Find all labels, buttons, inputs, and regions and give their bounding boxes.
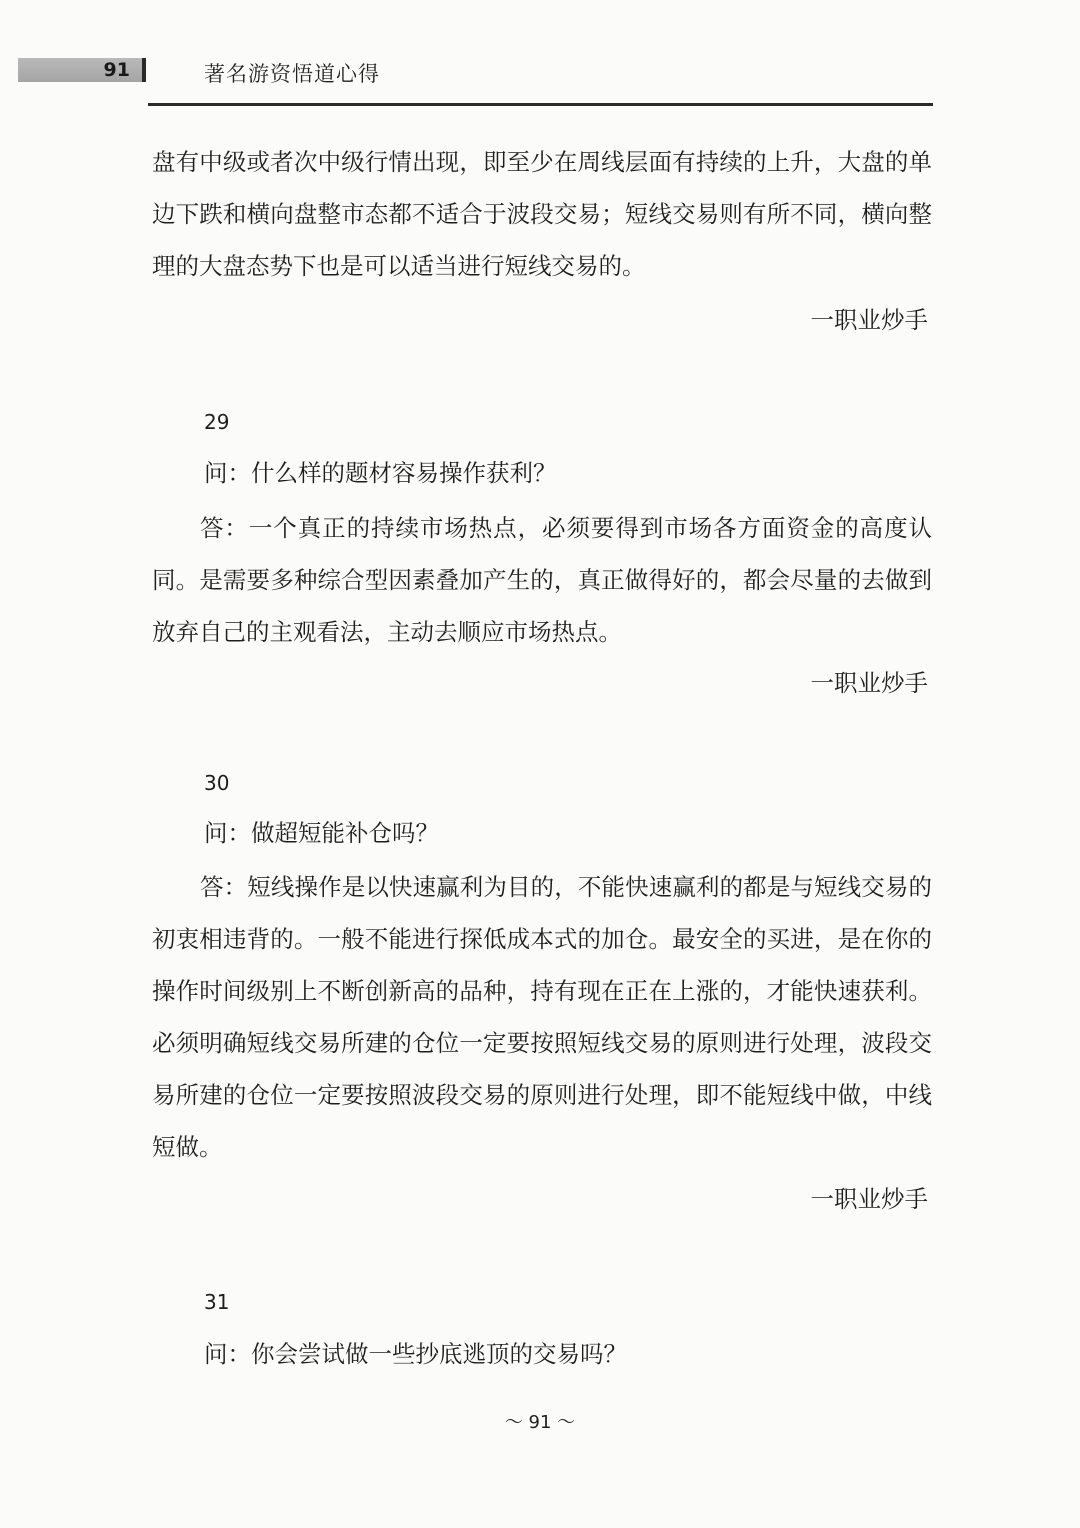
signature-30: 一职业炒手: [810, 1185, 928, 1213]
question-30: 问：做超短能补仓吗？: [204, 819, 439, 847]
footer-page-marker: ～ 91 ～: [504, 1412, 576, 1433]
question-31: 问：你会尝试做一些抄底逃顶的交易吗？: [204, 1340, 627, 1368]
page-number: 91: [103, 59, 130, 81]
running-title: 著名游资悟道心得: [204, 62, 380, 86]
page-number-tab: [18, 58, 146, 82]
signature-29: 一职业炒手: [810, 669, 928, 697]
question-number-31: 31: [204, 1290, 230, 1314]
question-29: 问：什么样的题材容易操作获利？: [204, 459, 557, 487]
intro-signature: 一职业炒手: [810, 306, 928, 334]
answer-29: 答：一个真正的持续市场热点，必须要得到市场各方面资金的高度认同。是需要多种综合型因素叠加产生的，真正做得好的，都会尽量的去做到放弃自己的主观看法，主动去顺应市场热点。: [152, 514, 932, 646]
answer-30: 答：短线操作是以快速赢利为目的，不能快速赢利的都是与短线交易的初衷相违背的。一般不能进行探低成本式的加仓。最安全的买进，是在你的操作时间级别上不断创新高的品种，持有现在正在上涨的，才能快速获利。必须明确短线交易所建的仓位一定要按照短线交易的原则进行处理，波段交易所建的仓位一定要按照波段交易的原则进行处理，即不能短线中做，中线短做。: [152, 873, 932, 1161]
header-rule: [148, 103, 933, 106]
question-number-30: 30: [204, 771, 230, 795]
intro-paragraph: 盘有中级或者次中级行情出现，即至少在周线层面有持续的上升，大盘的单边下跌和横向盘整市态都不适合于波段交易；短线交易则有所不同，横向整理的大盘态势下也是可以适当进行短线交易的。: [152, 148, 932, 280]
question-number-29: 29: [204, 410, 230, 434]
